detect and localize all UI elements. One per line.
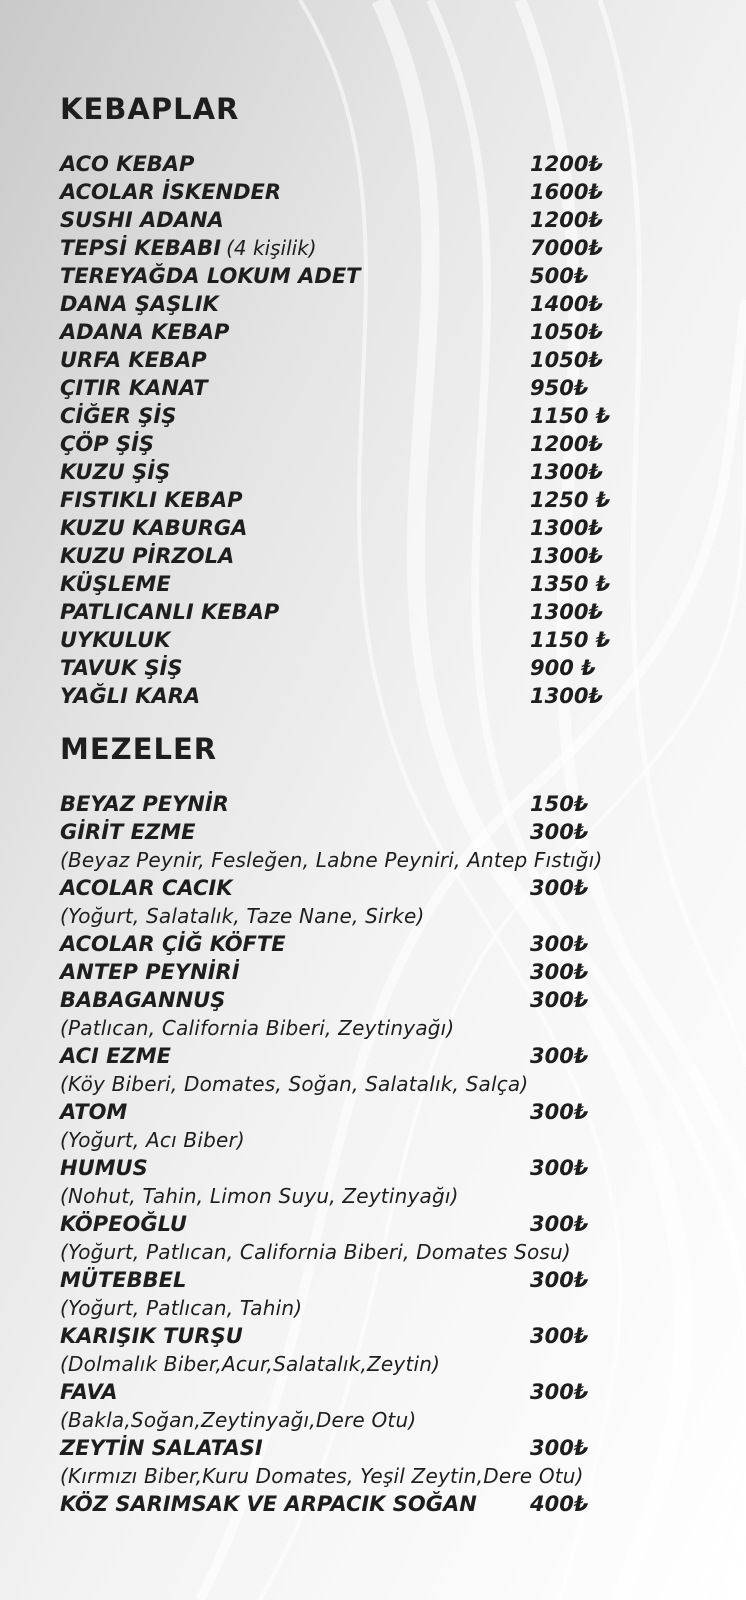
- item-description: (Yoğurt, Salatalık, Taze Nane, Sirke): [60, 904, 425, 928]
- item-name: KÖPEOĞLU: [60, 1212, 187, 1236]
- item-price: 1050₺: [530, 348, 604, 372]
- item-name: TEPSİ KEBABI: [60, 236, 222, 260]
- menu-item: [60, 262, 740, 290]
- item-price: 300₺: [530, 1044, 589, 1068]
- item-name: ACI EZME: [60, 1044, 171, 1068]
- item-price: 300₺: [530, 988, 589, 1012]
- item-name: GİRİT EZME: [60, 820, 196, 844]
- menu-item: [60, 654, 740, 682]
- item-name: UYKULUK: [60, 628, 171, 652]
- menu-item: [60, 818, 740, 846]
- menu-item: [60, 682, 740, 710]
- section-title-mezeler: MEZELER: [60, 732, 218, 766]
- item-name: ADANA KEBAP: [60, 320, 230, 344]
- item-price: 1300₺: [530, 684, 604, 708]
- item-name: KÖZ SARIMSAK VE ARPACIK SOĞAN: [60, 1492, 477, 1516]
- item-name: URFA KEBAP: [60, 348, 207, 372]
- menu-item: [60, 1378, 740, 1406]
- item-price: 1150 ₺: [530, 404, 611, 428]
- item-name: ACOLAR İSKENDER: [60, 180, 282, 204]
- item-price: 500₺: [530, 264, 589, 288]
- item-name: DANA ŞAŞLIK: [60, 292, 219, 316]
- item-name: KARIŞIK TURŞU: [60, 1324, 243, 1348]
- menu-item: [60, 874, 740, 902]
- item-description: (Nohut, Tahin, Limon Suyu, Zeytinyağı): [60, 1184, 459, 1208]
- menu-item: [60, 958, 740, 986]
- item-price: 300₺: [530, 932, 589, 956]
- item-price: 1300₺: [530, 516, 604, 540]
- item-price: 1150 ₺: [530, 628, 611, 652]
- section-title-kebaplar: KEBAPLAR: [60, 92, 240, 126]
- item-name: ACOLAR CACIK: [60, 876, 233, 900]
- item-description: (Beyaz Peynir, Fesleğen, Labne Peyniri, Antep Fıstığı): [60, 848, 603, 872]
- item-name: ZEYTİN SALATASI: [60, 1436, 263, 1460]
- item-price: 900 ₺: [530, 656, 596, 680]
- item-name: ANTEP PEYNİRİ: [60, 960, 240, 984]
- item-description: (Dolmalık Biber,Acur,Salatalık,Zeytin): [60, 1352, 441, 1376]
- item-name: ACOLAR ÇİĞ KÖFTE: [60, 932, 286, 956]
- item-price: 300₺: [530, 1380, 589, 1404]
- menu-item: [60, 290, 740, 318]
- item-price: 300₺: [530, 1268, 589, 1292]
- item-price: 1200₺: [530, 208, 604, 232]
- menu-item: [60, 402, 740, 430]
- menu-item: [60, 1322, 740, 1350]
- item-price: 300₺: [530, 1324, 589, 1348]
- item-price: 300₺: [530, 1100, 589, 1124]
- menu-item: [60, 486, 740, 514]
- item-name: YAĞLI KARA: [60, 684, 201, 708]
- kebaplar-list: [60, 150, 740, 710]
- menu-item: [60, 598, 740, 626]
- menu-item: [60, 570, 740, 598]
- item-name: TEREYAĞDA LOKUM ADET: [60, 264, 361, 288]
- menu-item: [60, 346, 740, 374]
- menu-item: [60, 458, 740, 486]
- item-description: (Patlıcan, California Biberi, Zeytinyağı): [60, 1016, 455, 1040]
- menu-item: [60, 1434, 740, 1462]
- menu-item: [60, 1490, 740, 1518]
- item-name: ÇITIR KANAT: [60, 376, 208, 400]
- item-name: KUZU PİRZOLA: [60, 544, 235, 568]
- item-note: (4 kişilik): [226, 236, 317, 260]
- menu-item: [60, 1266, 740, 1294]
- item-price: 300₺: [530, 960, 589, 984]
- item-description: (Yoğurt, Patlıcan, California Biberi, Domates Sosu): [60, 1240, 571, 1264]
- item-name: FAVA: [60, 1380, 118, 1404]
- item-price: 950₺: [530, 376, 589, 400]
- item-description: (Yoğurt, Acı Biber): [60, 1128, 245, 1152]
- menu-item: [60, 150, 740, 178]
- item-price: 7000₺: [530, 236, 604, 260]
- menu-item: [60, 930, 740, 958]
- menu-item: [60, 626, 740, 654]
- menu-item: [60, 1042, 740, 1070]
- menu-item: [60, 206, 740, 234]
- item-price: 1300₺: [530, 460, 604, 484]
- menu-item: [60, 234, 740, 262]
- menu: [60, 92, 740, 1518]
- item-name: ÇÖP ŞİŞ: [60, 432, 155, 456]
- item-price: 300₺: [530, 1156, 589, 1180]
- menu-item: [60, 374, 740, 402]
- item-price: 400₺: [530, 1492, 589, 1516]
- item-price: 1250 ₺: [530, 488, 611, 512]
- item-price: 1300₺: [530, 600, 604, 624]
- menu-item: [60, 430, 740, 458]
- item-name: HUMUS: [60, 1156, 148, 1180]
- item-description: (Bakla,Soğan,Zeytinyağı,Dere Otu): [60, 1408, 417, 1432]
- menu-item: [60, 1154, 740, 1182]
- item-name: TAVUK ŞİŞ: [60, 656, 183, 680]
- item-price: 1200₺: [530, 432, 604, 456]
- menu-item: [60, 1210, 740, 1238]
- item-name: ACO KEBAP: [60, 152, 195, 176]
- item-name: MÜTEBBEL: [60, 1268, 187, 1292]
- menu-item: [60, 178, 740, 206]
- item-name: KUZU ŞİŞ: [60, 460, 171, 484]
- item-price: 300₺: [530, 1436, 589, 1460]
- item-name: PATLICANLI KEBAP: [60, 600, 280, 624]
- item-name: KUZU KABURGA: [60, 516, 248, 540]
- item-description: (Kırmızı Biber,Kuru Domates, Yeşil Zeytin,Dere Otu): [60, 1464, 584, 1488]
- item-description: (Köy Biberi, Domates, Soğan, Salatalık, Salça): [60, 1072, 529, 1096]
- menu-item: [60, 318, 740, 346]
- menu-item: [60, 986, 740, 1014]
- menu-item: [60, 790, 740, 818]
- item-price: 1200₺: [530, 152, 604, 176]
- item-price: 1050₺: [530, 320, 604, 344]
- item-name: ATOM: [60, 1100, 128, 1124]
- item-name: FISTIKLI KEBAP: [60, 488, 243, 512]
- item-price: 1400₺: [530, 292, 604, 316]
- item-name: BEYAZ PEYNİR: [60, 792, 229, 816]
- menu-item: [60, 1098, 740, 1126]
- item-name: KÜŞLEME: [60, 572, 171, 596]
- menu-item: [60, 514, 740, 542]
- item-price: 300₺: [530, 820, 589, 844]
- menu-item: [60, 542, 740, 570]
- mezeler-list: [60, 790, 740, 1518]
- item-price: 1300₺: [530, 544, 604, 568]
- item-price: 300₺: [530, 1212, 589, 1236]
- item-description: (Yoğurt, Patlıcan, Tahin): [60, 1296, 303, 1320]
- item-price: 1600₺: [530, 180, 604, 204]
- item-name: CİĞER ŞİŞ: [60, 404, 177, 428]
- item-name: BABAGANNUŞ: [60, 988, 226, 1012]
- item-price: 150₺: [530, 792, 589, 816]
- item-name: SUSHI ADANA: [60, 208, 224, 232]
- item-price: 300₺: [530, 876, 589, 900]
- item-price: 1350 ₺: [530, 572, 611, 596]
